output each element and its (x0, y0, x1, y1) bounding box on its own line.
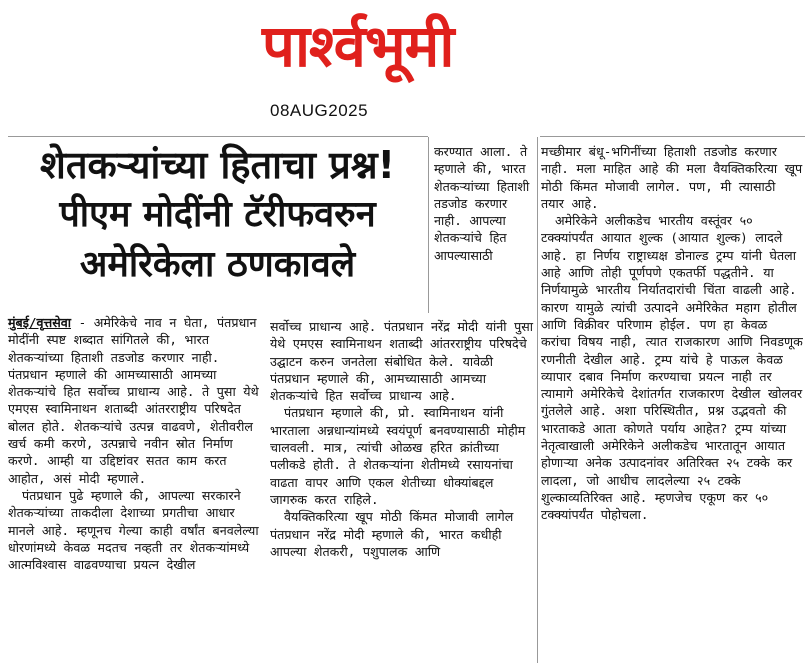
headline-line-2: पीएम मोदींनी टॅरीफवरुन (59, 194, 376, 235)
divider-left (8, 136, 428, 137)
subheading: वैयक्तिकरित्या खूप मोठी किंमत मोजावी लागेल (284, 509, 514, 525)
paragraph: करण्यात आला. ते म्हणाले की, भारत शेतकऱ्यांच्या हिताशी तडजोड करणार नाही. आपल्या शेतकऱ्यांचे हित आपल्यासाठी (434, 144, 530, 263)
paragraph: अमेरिकेने अलीकडेच भारतीय वस्तूंवर ५० टक्क्यांपर्यंत आयात शुल्क (आयात शुल्क) लादले आहे. हा निर्णय राष्ट्राध्यक्ष डोनाल्ड ट्रम्प यांनी घेतला आहे आणि तोही पूर्णपणे एकतर्फी पद्धतीने. या निर्णयामुळे भारतीय निर्यातदारांची चिंता वाढली आहे. कारण यामुळे त्यांची उत्पादने अमेरिकेत महाग होतील आणि विक्रीवर परिणाम होईल. पण हा केवळ करांचा विषय नाही, त्यात राजकारण आणि निवडणूक रणनीती देखील आहे. ट्रम्प यांचे हे पाऊल केवळ व्यापार दबाव निर्माण करण्याचा प्रयत्न नाही तर त्यामागे अमेरिकेचे देशांतर्गत राजकारण देखील खोलवर गुंतलेले आहे. अशा परिस्थितीत, प्रश्न उद्भवतो की भारताकडे आता कोणते पर्याय आहेत? ट्रम्प यांच्या नेतृत्वाखाली अमेरिकेने अलीकडेच भारतातून आयात होणाऱ्या अनेक उत्पादनांवर अतिरिक्त २५ टक्के कर लादला, जो आधीच लादलेल्या २५ टक्के शुल्काव्यतिरिक्त आहे. म्हणजेच एकूण कर ५० टक्क्यांपर्यंत पोहोचला. (541, 213, 803, 523)
masthead (0, 0, 811, 135)
newspaper-logo: पार्श्वभूमी (262, 12, 454, 80)
paragraph: पंतप्रधान पुढे म्हणाले की, आपल्या सरकारने शेतकऱ्यांच्या ताकदीला देशाच्या प्रगतीचा आधार मानले आहे. म्हणूनच गेल्या काही वर्षांत बनवलेल्या धोरणांमध्ये केवळ मदतच नव्हती तर शेतकऱ्यांमध्ये आत्मविश्वास वाढवण्याचा प्रयत्न देखील (8, 487, 259, 573)
dateline: मुंबई/वृत्तसेवा (8, 315, 71, 330)
edition-date: 08AUG2025 (270, 101, 369, 120)
article-headline (10, 140, 425, 290)
paragraph: पंतप्रधान म्हणाले की, प्रो. स्वामिनाथन यांनी भारताला अन्नधान्यांमध्ये स्वयंपूर्ण बनवण्यासाठी मोहीम चालवली. मात्र, त्यांची ओळख हरित क्रांतीच्या पलीकडे होती. ते शेतकऱ्यांना शेतीमध्ये रसायनांचा वाढता वापर आणि एकल शेतीच्या धोक्यांबद्दल जागरुक करत राहिले. (270, 405, 526, 507)
article-column-3 (541, 143, 803, 524)
article-column-1 (8, 314, 262, 573)
paragraph: मच्छीमार बंधू-भगिनींच्या हिताशी तडजोड करणार नाही. मला माहित आहे की मला वैयक्तिकरित्या खूप मोठी किंमत मोजावी लागेल. पण, मी त्यासाठी तयार आहे. (541, 144, 803, 211)
article-column-2-top (434, 143, 532, 264)
article-column-2 (270, 318, 533, 560)
paragraph-text: - अमेरिकेचे नाव न घेता, पंतप्रधान मोदींनी स्पष्ट शब्दात सांगितले की, भारत शेतकऱ्यांच्या हिताशी तडजोड करणार नाही. पंतप्रधान म्हणाले की आमच्यासाठी आमच्या शेतकऱ्यांचे हित सर्वोच्च प्राधान्य आहे. ते पुसा येथे एमएस स्वामिनाथन शताब्दी आंतरराष्ट्रीय परिषदेत बोलत होते. शेतकऱ्यांचे उत्पन्न वाढवणे, शेतीवरील खर्च कमी करणे, उत्पन्नाचे नवीन स्रोत निर्माण करणे. आम्ही या उद्दिष्टांवर सतत काम करत आहोत, असं मोदी म्हणाले. (8, 315, 259, 486)
column-divider-short (428, 137, 429, 313)
paragraph: सर्वोच्च प्राधान्य आहे. पंतप्रधान नरेंद्र मोदी यांनी पुसा येथे एमएस स्वामिनाथन शताब्दी आंतरराष्ट्रीय परिषदेचे उद्घाटन करुन जनतेला संबोधित केले. यावेळी पंतप्रधान म्हणाले की, आमच्यासाठी आमच्या शेतकऱ्यांचे हित सर्वोच्च प्राधान्य आहे. (270, 319, 533, 404)
column-divider (537, 137, 538, 663)
paragraph (8, 314, 262, 487)
headline-line-3: अमेरिकेला ठणकावले (79, 244, 356, 285)
divider-right (540, 136, 805, 137)
headline-line-1: शेतकऱ्यांच्या हिताचा प्रश्न! (39, 143, 395, 187)
paragraph: पंतप्रधान नरेंद्र मोदी म्हणाले की, भारत कधीही आपल्या शेतकरी, पशुपालक आणि (270, 526, 502, 559)
